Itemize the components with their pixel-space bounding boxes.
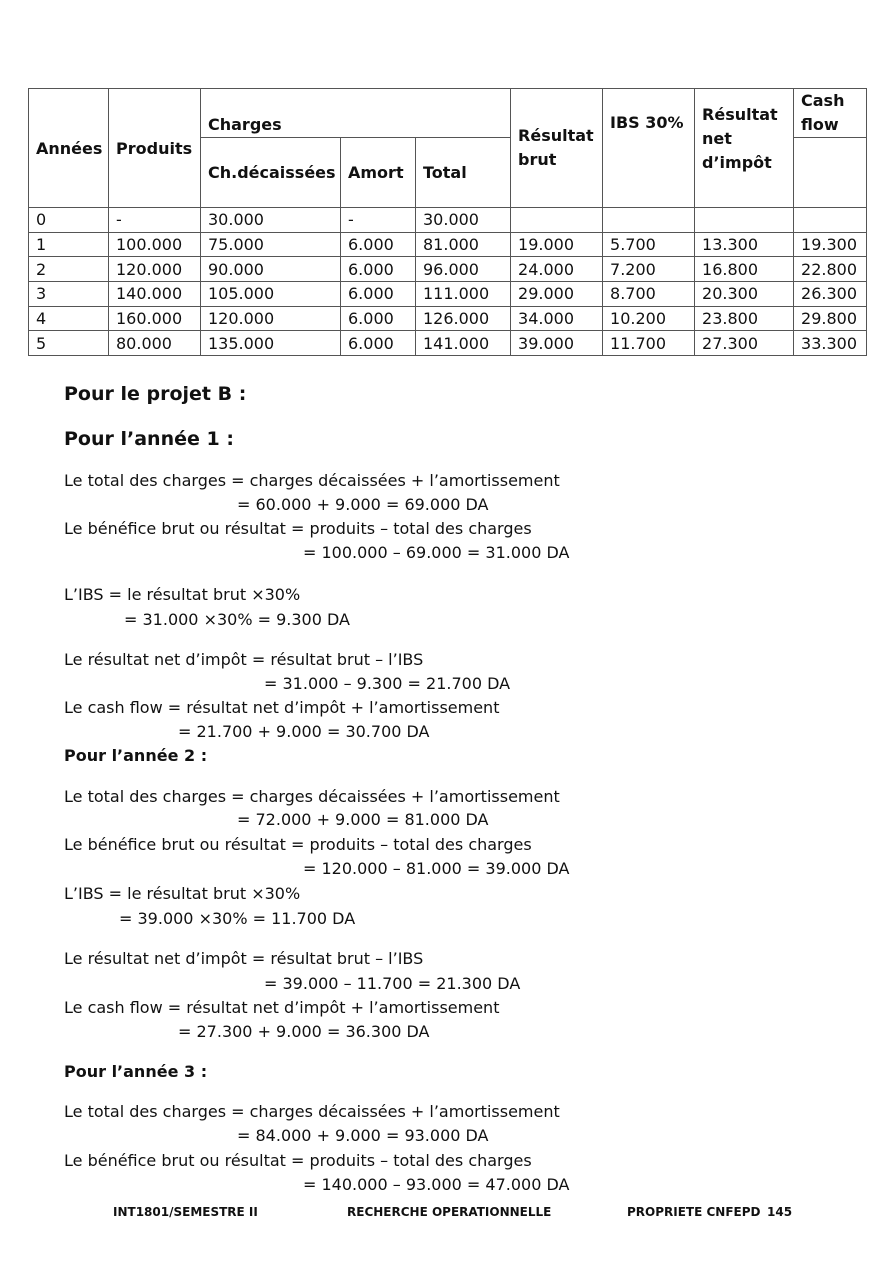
table-cell: 2 (29, 257, 109, 282)
table-cell: 29.000 (511, 282, 603, 307)
table-cell: - (341, 208, 416, 233)
table-cell: - (109, 208, 201, 233)
footer-subject: RECHERCHE OPERATIONNELLE (347, 1205, 552, 1219)
table-cell: 0 (29, 208, 109, 233)
year1-line: Le résultat net d’impôt = résultat brut – l’IBS (64, 650, 424, 669)
table-cell: 120.000 (109, 257, 201, 282)
table-cell: 23.800 (695, 306, 794, 331)
year2-line: Le bénéfice brut ou résultat = produits – total des charges (64, 835, 532, 854)
table-cell: 4 (29, 306, 109, 331)
year2-line: Le total des charges = charges décaissées + l’amortissement (64, 787, 560, 806)
table-cell: 1 (29, 232, 109, 257)
year2-line: = 39.000 ×30% = 11.700 DA (119, 909, 356, 928)
year1-line: = 60.000 + 9.000 = 69.000 DA (237, 495, 489, 514)
table-cell: 29.800 (794, 306, 867, 331)
header-charges-paid: Ch.décaissées (201, 138, 341, 208)
table-cell: 6.000 (341, 257, 416, 282)
table-row (29, 257, 867, 282)
year2-line: Le cash flow = résultat net d’impôt + l’amortissement (64, 998, 500, 1017)
header-cash-flow-blank (794, 138, 867, 208)
table-row (29, 282, 867, 307)
table-cell: 8.700 (603, 282, 695, 307)
year1-line: Le bénéfice brut ou résultat = produits – total des charges (64, 519, 532, 538)
year1-line: Le cash flow = résultat net d’impôt + l’amortissement (64, 698, 500, 717)
header-products: Produits (109, 89, 201, 208)
table-cell: 22.800 (794, 257, 867, 282)
table-cell: 96.000 (416, 257, 511, 282)
table-cell: 3 (29, 282, 109, 307)
year3-line: Le total des charges = charges décaissées + l’amortissement (64, 1102, 560, 1121)
table-cell: 111.000 (416, 282, 511, 307)
table-cell: 30.000 (416, 208, 511, 233)
year2-line: = 39.000 – 11.700 = 21.300 DA (264, 974, 521, 993)
year3-line: = 84.000 + 9.000 = 93.000 DA (237, 1126, 489, 1145)
table-row (29, 331, 867, 356)
table-cell: 120.000 (201, 306, 341, 331)
table-cell: 24.000 (511, 257, 603, 282)
table-cell: 6.000 (341, 282, 416, 307)
header-net-result: Résultat net d’impôt (695, 89, 794, 208)
table-cell: 6.000 (341, 331, 416, 356)
header-depreciation: Amort (341, 138, 416, 208)
table-cell: 5.700 (603, 232, 695, 257)
table-cell: 13.300 (695, 232, 794, 257)
table-cell: 34.000 (511, 306, 603, 331)
table-cell (603, 208, 695, 233)
table-cell: 11.700 (603, 331, 695, 356)
table-cell: 20.300 (695, 282, 794, 307)
table-cell: 10.200 (603, 306, 695, 331)
year1-line: Le total des charges = charges décaissées + l’amortissement (64, 471, 560, 490)
table-cell: 80.000 (109, 331, 201, 356)
year2-line: = 120.000 – 81.000 = 39.000 DA (303, 859, 570, 878)
header-gross-result: Résultat brut (511, 89, 603, 208)
header-total: Total (416, 138, 511, 208)
header-ibs: IBS 30% (603, 89, 695, 208)
table-cell: 39.000 (511, 331, 603, 356)
table-row (29, 208, 867, 233)
table-cell: 135.000 (201, 331, 341, 356)
table-cell: 7.200 (603, 257, 695, 282)
table-cell: 16.800 (695, 257, 794, 282)
cash-flow-table (28, 88, 867, 356)
year1-line: = 100.000 – 69.000 = 31.000 DA (303, 543, 570, 562)
year1-line: = 31.000 ×30% = 9.300 DA (124, 610, 350, 629)
header-cash-flow: Cash flow (794, 89, 867, 138)
year2-line: L’IBS = le résultat brut ×30% (64, 884, 301, 903)
table-cell: 30.000 (201, 208, 341, 233)
year3-line: Le bénéfice brut ou résultat = produits – total des charges (64, 1151, 532, 1170)
year1-line: = 21.700 + 9.000 = 30.700 DA (178, 722, 430, 741)
table-cell: 26.300 (794, 282, 867, 307)
year3-heading: Pour l’année 3 : (64, 1062, 208, 1081)
table-cell (794, 208, 867, 233)
table-cell (511, 208, 603, 233)
table-cell: 140.000 (109, 282, 201, 307)
header-years: Années (29, 89, 109, 208)
table-cell: 27.300 (695, 331, 794, 356)
year2-heading: Pour l’année 2 : (64, 746, 208, 765)
table-cell: 19.300 (794, 232, 867, 257)
table-cell: 105.000 (201, 282, 341, 307)
table-cell: 5 (29, 331, 109, 356)
table-cell: 81.000 (416, 232, 511, 257)
table-row (29, 232, 867, 257)
header-charges: Charges (201, 89, 511, 138)
project-b-heading: Pour le projet B : (64, 383, 247, 405)
table-cell: 33.300 (794, 331, 867, 356)
year2-line: = 27.300 + 9.000 = 36.300 DA (178, 1022, 430, 1041)
table-row (29, 306, 867, 331)
year3-line: = 140.000 – 93.000 = 47.000 DA (303, 1175, 570, 1194)
table-cell: 141.000 (416, 331, 511, 356)
footer-page-number: 145 (767, 1205, 793, 1219)
table-cell: 6.000 (341, 306, 416, 331)
year2-line: Le résultat net d’impôt = résultat brut – l’IBS (64, 949, 424, 968)
table-cell: 19.000 (511, 232, 603, 257)
footer-owner: PROPRIETE CNFEPD (627, 1205, 761, 1219)
table-cell: 160.000 (109, 306, 201, 331)
table-cell: 75.000 (201, 232, 341, 257)
footer-course: INT1801/SEMESTRE II (113, 1205, 258, 1219)
table-cell (695, 208, 794, 233)
table-cell: 100.000 (109, 232, 201, 257)
year1-line: = 31.000 – 9.300 = 21.700 DA (264, 674, 511, 693)
year1-line: L’IBS = le résultat brut ×30% (64, 585, 301, 604)
table-cell: 126.000 (416, 306, 511, 331)
year2-line: = 72.000 + 9.000 = 81.000 DA (237, 810, 489, 829)
table-cell: 6.000 (341, 232, 416, 257)
table-cell: 90.000 (201, 257, 341, 282)
year1-heading: Pour l’année 1 : (64, 428, 234, 450)
